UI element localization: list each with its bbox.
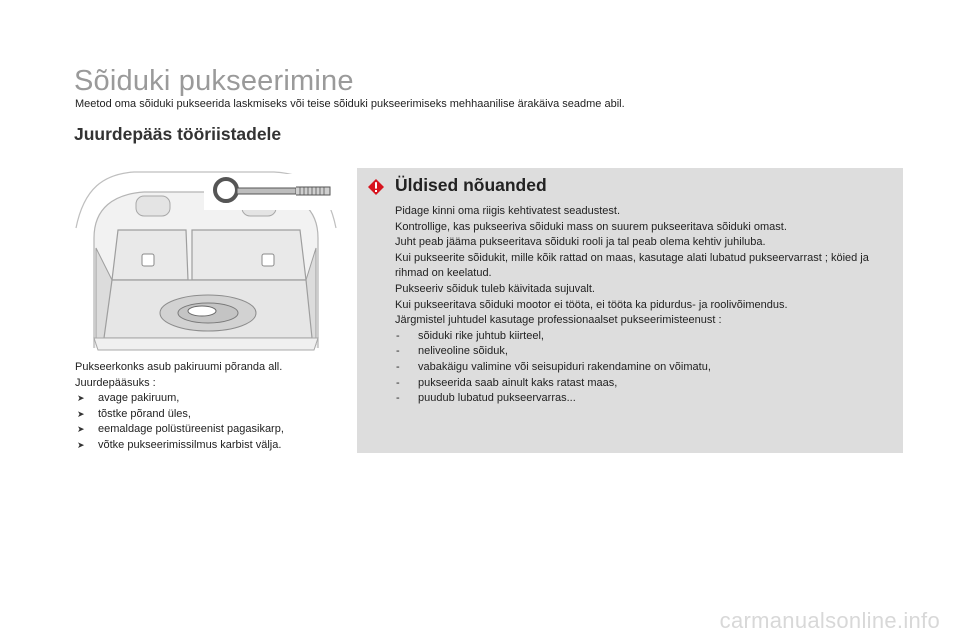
list-item: - sõiduki rike juhtub kiirteel,	[396, 329, 544, 342]
cases-list	[395, 329, 895, 407]
list-item: ➤ avage pakiruum,	[75, 391, 345, 407]
advice-paragraph: Juht peab jääma pukseeritava sõiduki rooli ja tal peab olema kehtiv juhiluba.	[395, 236, 766, 249]
list-item: - vabakäigu valimine või seisupiduri rakendamine on võimatu,	[396, 360, 711, 373]
advice-paragraph: Kontrollige, kas pukseeriva sõiduki mass on suurem pukseeritava sõiduki omast.	[395, 220, 787, 233]
general-advice-body	[395, 204, 895, 407]
advice-paragraph: Pukseeriv sõiduk tuleb käivitada sujuvalt.	[395, 282, 595, 295]
list-item: ➤ võtke pukseerimissilmus karbist välja.	[75, 438, 345, 454]
arrow-icon: ➤	[77, 439, 85, 450]
list-item: - neliveoline sõiduk,	[396, 345, 508, 358]
caption-line: Pukseerkonks asub pakiruumi põranda all.	[75, 361, 283, 373]
advice-paragraph: Kui pukseeritava sõiduki mootor ei tööta, ei tööta ka pidurdus- ja roolivõimendus.	[395, 298, 788, 311]
list-item: ➤ eemaldage polüstüreenist pagasikarp,	[75, 422, 345, 438]
arrow-icon: ➤	[77, 408, 85, 419]
advice-paragraph: Järgmistel juhtudel kasutage professionaalset pukseerimisteenust :	[395, 314, 722, 327]
general-advice-title: Üldised nõuanded	[395, 175, 547, 195]
page-intro: Meetod oma sõiduki pukseerida laskmiseks või teise sõiduki pukseerimiseks mehhaanilise ärakäiva seadme abil.	[75, 98, 625, 110]
list-item: ➤ tõstke põrand üles,	[75, 407, 345, 423]
section-title-tools: Juurdepääs tööriistadele	[74, 124, 282, 144]
caption-line: Juurdepääsuks :	[75, 376, 156, 389]
arrow-icon: ➤	[77, 424, 85, 434]
tools-caption	[75, 360, 345, 453]
steps-list	[75, 391, 345, 453]
watermark: carmanualsonline.info	[719, 608, 940, 633]
list-item: - pukseerida saab ainult kaks ratast maas,	[396, 376, 618, 389]
page-title: Sõiduki pukseerimine	[74, 65, 354, 97]
warning-icon	[367, 178, 385, 196]
trunk-illustration	[74, 168, 338, 352]
advice-paragraph: Pidage kinni oma riigis kehtivatest seadustest.	[395, 205, 621, 217]
advice-paragraph: Kui pukseerite sõidukit, mille kõik rattad on maas, kasutage alati lubatud pukseervarrast ; köied ja rihmad on keelatud.	[395, 251, 869, 280]
list-item: - puudub lubatud pukseervarras...	[396, 392, 576, 405]
general-advice-box	[357, 168, 903, 453]
arrow-icon: ➤	[77, 393, 85, 403]
